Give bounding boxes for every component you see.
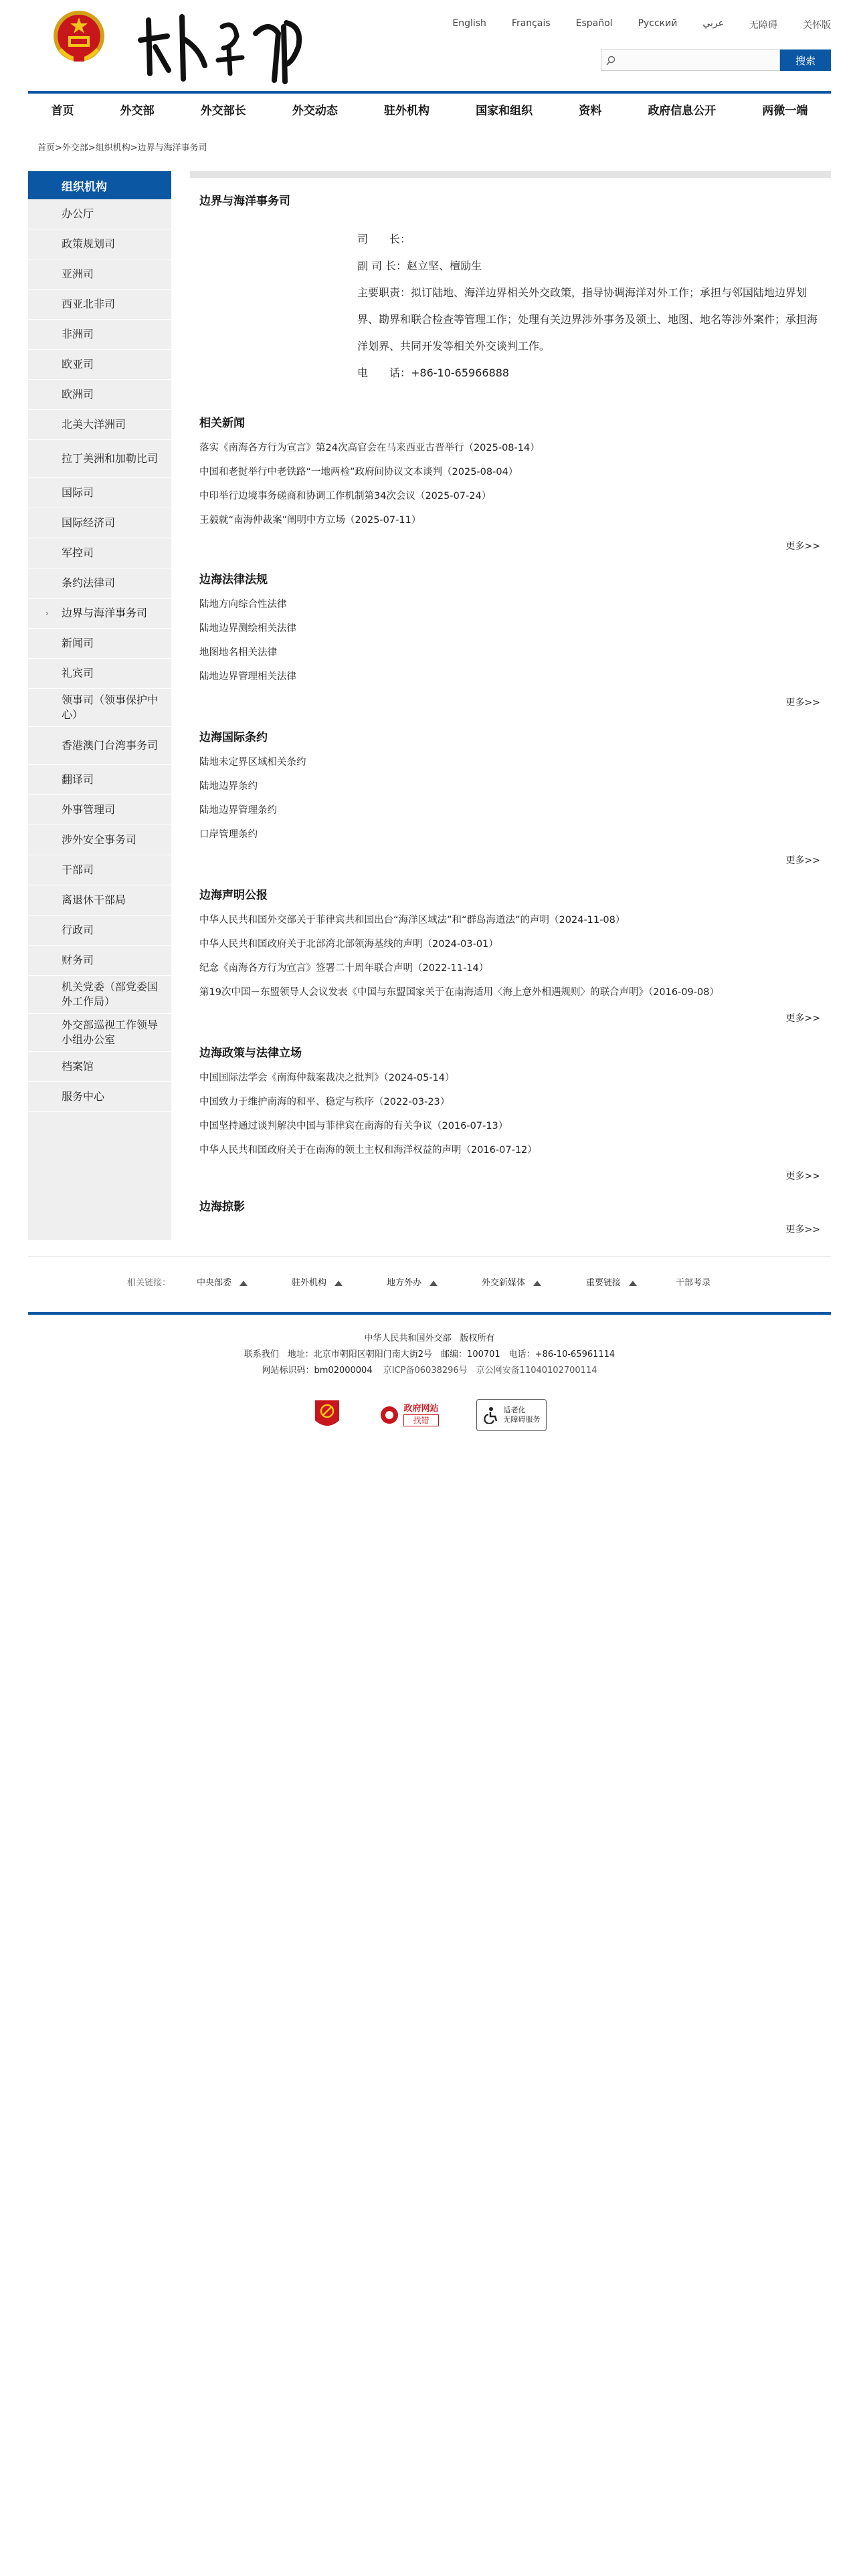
expand-arrow-icon (240, 1281, 248, 1286)
footer-contact[interactable]: 联系我们 地址：北京市朝阳区朝阳门南大街2号 邮编：100701 电话：+86-10-65961114 (244, 1350, 615, 1360)
sidebar-item-label: 干部司 (62, 863, 94, 876)
active-arrow-icon: › (45, 609, 49, 618)
nav-countries[interactable]: 国家和组织 (476, 104, 533, 118)
director-line: 司 长： (357, 233, 411, 245)
footer-copyright: 中华人民共和国外交部 版权所有 (364, 1333, 495, 1344)
footer-badges (28, 1398, 831, 1432)
sidebar-item[interactable] (28, 689, 171, 726)
section-link[interactable]: 陆地未定界区域相关条约 (199, 757, 306, 768)
sidebar-item[interactable] (28, 508, 171, 538)
section-link[interactable]: 地图地名相关法律 (199, 647, 277, 658)
sidebar-item-label: 非洲司 (62, 328, 94, 340)
sidebar-item[interactable] (28, 568, 171, 598)
search-input[interactable] (601, 50, 779, 70)
sidebar-item-label: 香港澳门台湾事务司 (62, 739, 159, 752)
national-emblem-icon[interactable] (51, 8, 107, 67)
sidebar-item[interactable] (28, 478, 171, 508)
sidebar-item[interactable] (28, 765, 171, 794)
more-link[interactable]: 更多>> (785, 697, 820, 708)
sidebar-heading: 组织机构 (28, 171, 171, 199)
section-link[interactable]: 中国致力于维护南海的和平、稳定与秩序（2022-03-23） (199, 1097, 450, 1107)
sidebar-item[interactable] (28, 727, 171, 764)
related-link-label: 驻外机构 (292, 1278, 327, 1288)
sidebar-item-label: 领事司（领事保护中心） (62, 693, 159, 721)
more-link[interactable]: 更多>> (785, 1224, 820, 1235)
sidebar-item[interactable] (28, 946, 171, 975)
nav-resources[interactable]: 资料 (579, 104, 602, 118)
nav-disclosure[interactable]: 政府信息公开 (648, 104, 717, 118)
expand-arrow-icon (430, 1281, 438, 1286)
section-title: 相关新闻 (199, 417, 245, 430)
sidebar-item[interactable] (28, 976, 171, 1013)
lang-arabic[interactable]: عربي (702, 18, 724, 29)
sidebar-item-label: 新闻司 (62, 637, 94, 649)
sidebar-item[interactable] (28, 229, 171, 259)
sidebar-item[interactable] (28, 440, 171, 477)
sidebar-item-label: 军控司 (62, 546, 94, 559)
lang-english[interactable]: English (452, 18, 486, 29)
language-links (427, 18, 831, 31)
sidebar-item-label: 档案馆 (62, 1060, 94, 1073)
related-link-important[interactable] (586, 1275, 637, 1288)
section-link[interactable]: 中华人民共和国外交部关于菲律宾共和国出台“海洋区域法”和“群岛海道法”的声明（2024-11-08） (199, 915, 626, 926)
sidebar-item[interactable] (28, 659, 171, 688)
elder-care-link[interactable]: 关怀版 (803, 20, 831, 31)
sidebar-item-label: 办公厅 (62, 207, 94, 220)
expand-arrow-icon (629, 1281, 637, 1286)
phone-line: 电 话：+86-10-65966888 (357, 366, 510, 379)
sidebar-item-label: 礼宾司 (62, 667, 94, 679)
site-header (28, 0, 831, 91)
footer-divider (28, 1312, 831, 1315)
sidebar-item-label: 涉外安全事务司 (62, 833, 137, 846)
lang-french[interactable]: Français (511, 18, 551, 29)
section-link[interactable]: 中华人民共和国政府关于在南海的领土主权和海洋权益的声明（2016-07-12） (199, 1145, 537, 1156)
main-nav (28, 91, 831, 124)
section-title: 边海法律法规 (199, 573, 268, 586)
nav-missions[interactable]: 驻外机构 (383, 104, 430, 118)
nav-home[interactable]: 首页 (51, 104, 74, 118)
sidebar-item[interactable] (28, 1014, 171, 1051)
section-link[interactable]: 纪念《南海各方行为宣言》签署二十周年联合声明（2022-11-14） (199, 963, 489, 974)
sidebar-divider (28, 1111, 171, 1112)
sidebar-item[interactable] (28, 599, 171, 628)
sidebar-item[interactable] (28, 259, 171, 289)
sidebar-item-label: 西亚北非司 (62, 298, 116, 310)
more-link[interactable]: 更多>> (785, 1171, 820, 1182)
party-badge[interactable] (312, 1398, 342, 1432)
sidebar-item-label: 翻译司 (62, 773, 94, 786)
more-link[interactable]: 更多>> (785, 541, 820, 552)
related-link-label: 重要链接 (586, 1278, 622, 1288)
search-icon (605, 56, 616, 66)
sidebar-item-label: 北美大洋洲司 (62, 418, 126, 431)
related-link-local[interactable] (387, 1275, 438, 1288)
elder-friendly-label: 适老化 (503, 1406, 526, 1414)
sidebar-item-label: 行政司 (62, 924, 94, 936)
sidebar-item[interactable] (28, 825, 171, 855)
section-link[interactable]: 陆地边界管理相关法律 (199, 671, 296, 682)
sidebar (28, 171, 171, 1240)
lang-spanish[interactable]: Español (575, 18, 613, 29)
sidebar-item-label: 亚洲司 (62, 267, 94, 280)
search-bar (601, 49, 831, 71)
sidebar-item-label: 拉丁美洲和加勒比司 (62, 452, 159, 465)
nav-social[interactable]: 两微一端 (762, 104, 808, 118)
section-link[interactable]: 中华人民共和国政府关于北部湾北部领海基线的声明（2024-03-01） (199, 939, 498, 950)
expand-arrow-icon (533, 1281, 541, 1286)
page-title: 边界与海洋事务司 (199, 195, 290, 208)
sidebar-item-label: 欧洲司 (62, 388, 94, 401)
content-top-bar (190, 171, 831, 178)
related-link-newmedia[interactable] (482, 1275, 541, 1288)
more-link[interactable]: 更多>> (785, 855, 820, 866)
more-link[interactable]: 更多>> (785, 1013, 820, 1024)
sidebar-item-label: 机关党委（部党委国外工作局） (62, 980, 159, 1008)
section-link[interactable]: 口岸管理条约 (199, 829, 258, 840)
department-info (357, 226, 826, 387)
expand-arrow-icon (335, 1281, 343, 1286)
lang-russian[interactable]: Русский (638, 18, 678, 29)
sidebar-item[interactable] (28, 1052, 171, 1081)
section-link[interactable]: 中印举行边境事务磋商和协调工作机制第34次会议（2025-07-24） (199, 491, 492, 502)
section-title: 边海声明公报 (199, 889, 268, 902)
section-title: 边海政策与法律立场 (199, 1047, 302, 1060)
section-link[interactable]: 王毅就“南海仲裁案”阐明中方立场（2025-07-11） (199, 515, 421, 526)
main-content (190, 171, 831, 1235)
wheelchair-icon (482, 1406, 500, 1424)
accessibility-link[interactable]: 无障碍 (749, 20, 777, 31)
footer-ids (28, 1363, 831, 1376)
section-link[interactable]: 陆地边界管理条约 (199, 805, 277, 816)
related-link-label: 地方外办 (387, 1278, 422, 1288)
related-link-label: 中央部委 (197, 1278, 232, 1288)
gov-site-error-badge[interactable] (379, 1398, 438, 1432)
section-link[interactable]: 中国坚持通过谈判解决中国与菲律宾在南海的有关争议（2016-07-13） (199, 1121, 508, 1132)
search-button[interactable]: 搜索 (780, 49, 831, 71)
related-link-recruit[interactable] (676, 1275, 710, 1288)
ministry-calligraphy-logo[interactable] (135, 7, 322, 87)
sidebar-item-label: 服务中心 (62, 1090, 105, 1103)
section-link[interactable]: 第19次中国－东盟领导人会议发表《中国与东盟国家关于在南海适用〈海上意外相遇规则〉的联合声明》（2016-09-08） (199, 987, 719, 998)
section-link[interactable]: 中国和老挝举行中老铁路“一地两检”政府间协议文本谈判（2025-08-04） (199, 467, 518, 477)
sidebar-item[interactable] (28, 290, 171, 319)
related-links-label: 相关链接： (127, 1278, 171, 1288)
sidebar-item[interactable] (28, 885, 171, 915)
related-link-label: 外交新媒体 (482, 1278, 526, 1288)
related-links-bar (28, 1256, 831, 1307)
gov-site-icon (379, 1405, 399, 1425)
sidebar-item[interactable] (28, 855, 171, 885)
sidebar-item[interactable] (28, 795, 171, 825)
section-link[interactable]: 落实《南海各方行为宣言》第24次高官会在马来西亚古晋举行（2025-08-14） (199, 443, 540, 453)
gov-site-label: 政府网站 (403, 1404, 439, 1414)
sidebar-item-label: 离退休干部局 (62, 893, 126, 906)
breadcrumb[interactable]: 首页>外交部>组织机构>边界与海洋事务司 (37, 143, 207, 153)
sidebar-item-label: 条约法律司 (62, 576, 116, 589)
accessibility-service-label: 无障碍服务 (503, 1415, 541, 1424)
accessibility-badge[interactable] (476, 1399, 547, 1431)
sidebar-item[interactable] (28, 350, 171, 379)
section-link[interactable]: 陆地边界条约 (199, 781, 258, 792)
sidebar-item[interactable] (28, 1082, 171, 1111)
sidebar-item[interactable] (28, 199, 171, 229)
sidebar-item-label: 政策规划司 (62, 237, 116, 250)
section-link[interactable]: 中国国际法学会《南海仲裁案裁决之批判》（2024-05-14） (199, 1073, 455, 1083)
sidebar-item[interactable] (28, 538, 171, 568)
related-link-central[interactable] (197, 1275, 248, 1288)
footer-icp[interactable]: 京ICP备06038296号 京公网安备110401027001​14 (383, 1366, 597, 1376)
sidebar-item[interactable] (28, 916, 171, 945)
deputy-director-line: 副 司 长：赵立坚、檀励生 (357, 259, 482, 272)
nav-news[interactable]: 外交动态 (292, 104, 338, 118)
nav-ministry[interactable]: 外交部 (120, 104, 155, 118)
sidebar-item[interactable] (28, 410, 171, 439)
section-title: 边海国际条约 (199, 731, 268, 744)
sidebar-item-label: 国际经济司 (62, 516, 116, 529)
sidebar-item[interactable] (28, 380, 171, 409)
sidebar-item-label: 财务司 (62, 954, 94, 966)
section-link[interactable]: 陆地方向综合性法律 (199, 599, 287, 610)
footer-site-id: 网站标识码：bm02000004 (262, 1366, 373, 1376)
section-link[interactable]: 陆地边界测绘相关法律 (199, 623, 296, 634)
sidebar-item-label: 国际司 (62, 486, 94, 499)
related-link-label: 干部考录 (676, 1278, 711, 1288)
related-link-missions[interactable] (292, 1275, 343, 1288)
sidebar-item-label: 边界与海洋事务司 (62, 607, 148, 619)
sidebar-item[interactable] (28, 320, 171, 349)
party-emblem-icon (312, 1398, 342, 1432)
search-box (601, 49, 780, 71)
nav-minister[interactable]: 外交部长 (200, 104, 246, 118)
sidebar-item[interactable] (28, 629, 171, 658)
duties-text: 主要职责：拟订陆地、海洋边界相关外交政策，指导协调海洋对外工作；承担与邻国陆地边界划界、勘界和联合检查等管理工作；处理有关边界涉外事务及领土、地图、地名等涉外案件；承担海洋划界、共同开发等相关外交谈判工作。 (357, 286, 818, 352)
section-title: 边海掠影 (199, 1200, 245, 1214)
report-error-label: 找错 (403, 1414, 438, 1426)
sidebar-item-label: 外交部巡视工作领导小组办公室 (62, 1018, 159, 1046)
sidebar-item-label: 外事管理司 (62, 803, 116, 816)
sidebar-item-label: 欧亚司 (62, 358, 94, 370)
